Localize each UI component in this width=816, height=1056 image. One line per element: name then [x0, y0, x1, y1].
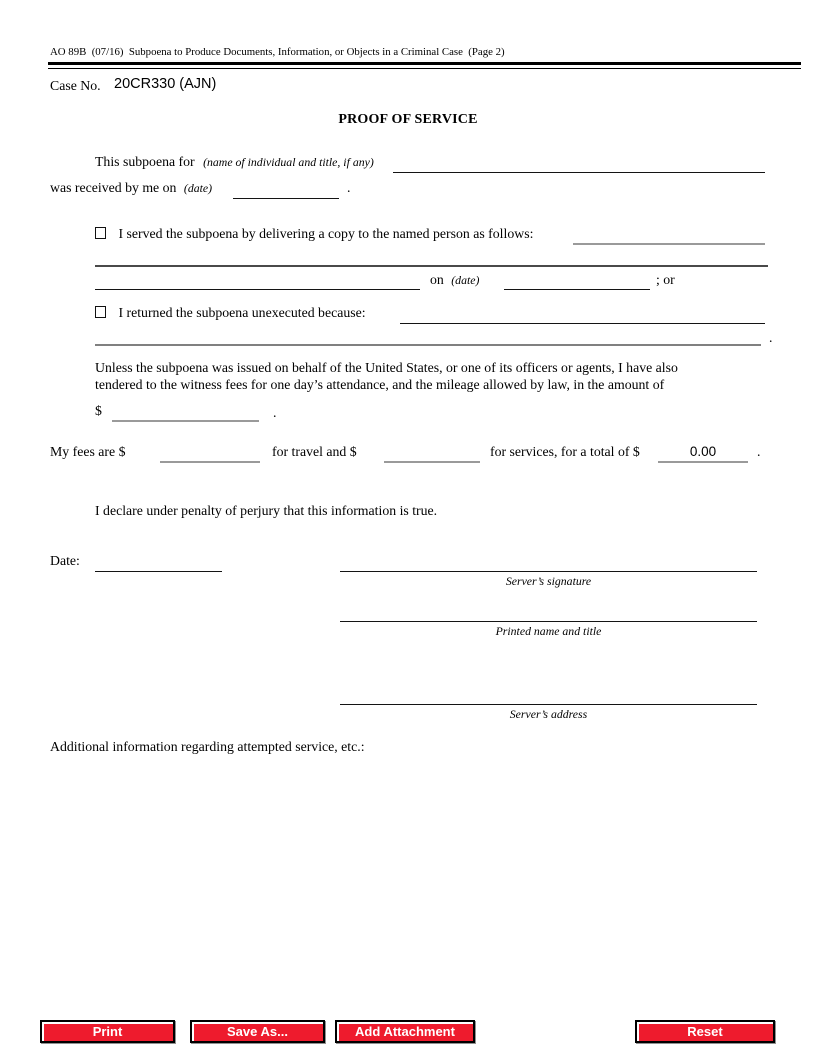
fees-label-3: for services, for a total of $ [490, 444, 640, 459]
subpoena-for-label: This subpoena for [95, 154, 195, 169]
travel-fees-field[interactable] [160, 446, 260, 463]
header-double-rule [48, 62, 801, 69]
printed-name-field[interactable] [340, 605, 757, 622]
served-option-label: I served the subpoena by delivering a copy to the named person as follows: [118, 226, 534, 241]
served-row [95, 226, 533, 242]
period: . [347, 180, 351, 195]
total-fees-field[interactable] [658, 444, 748, 463]
tender-paragraph-line2: tendered to the witness fees for one day’s attendance, and the mileage allowed by law, in the amount of [95, 376, 665, 392]
tender-dollar-sign: $ [95, 403, 102, 418]
declaration-text: I declare under penalty of perjury that this information is true. [95, 503, 438, 518]
received-date-field[interactable] [233, 182, 339, 199]
server-address-field[interactable] [340, 688, 757, 705]
period: . [273, 405, 277, 420]
unexecuted-checkbox[interactable] [95, 306, 106, 318]
served-on-label: on [430, 272, 444, 287]
served-person-field[interactable] [573, 228, 765, 245]
reset-button[interactable]: Reset [635, 1020, 775, 1043]
additional-info-field[interactable] [50, 763, 766, 1003]
printed-name-caption: Printed name and title [495, 624, 602, 638]
form-header: AO 89B (07/16) Subpoena to Produce Documents, Information, or Objects in a Criminal Case (Page 2) [50, 46, 505, 58]
print-button[interactable]: Print [40, 1020, 175, 1043]
server-signature-caption: Server’s signature [505, 574, 592, 588]
received-date-hint: (date) [183, 181, 213, 195]
served-checkbox[interactable] [95, 227, 106, 239]
fees-label-2: for travel and $ [272, 444, 357, 459]
add-attachment-button[interactable]: Add Attachment [335, 1020, 475, 1043]
served-on-date-hint: (date) [451, 273, 480, 287]
served-on-row [430, 272, 479, 288]
served-date-field[interactable] [504, 273, 650, 290]
unexecuted-option-label: I returned the subpoena unexecuted because: [118, 305, 366, 320]
services-fees-field[interactable] [384, 446, 480, 463]
date-field[interactable] [95, 555, 222, 572]
unexecuted-row [95, 305, 366, 321]
tender-paragraph-line1: Unless the subpoena was issued on behalf of the United States, or one of its officers or agents, I have also [95, 360, 678, 375]
server-address-caption: Server’s address [509, 707, 588, 721]
save-as-button[interactable]: Save As... [190, 1020, 325, 1043]
period: . [757, 444, 761, 459]
served-details-field-2[interactable] [95, 273, 420, 290]
received-date-label: was received by me on [50, 180, 177, 195]
case-number-value[interactable]: 20CR330 (AJN) [114, 76, 217, 92]
additional-info-label: Additional information regarding attempted service, etc.: [50, 739, 365, 754]
fees-label-1: My fees are $ [50, 444, 126, 459]
proof-of-service-title: PROOF OF SERVICE [338, 112, 478, 127]
server-signature-field[interactable] [340, 555, 757, 572]
tender-amount-field[interactable] [112, 405, 259, 422]
or-label: ; or [656, 272, 675, 287]
unexecuted-reason-field[interactable] [400, 307, 765, 324]
unexecuted-reason-field-2[interactable] [95, 329, 761, 346]
date-label: Date: [50, 553, 80, 568]
subpoena-for-row [95, 154, 374, 170]
case-number-label: Case No. [50, 78, 101, 93]
tender-paragraph [95, 360, 755, 393]
served-details-field[interactable] [95, 250, 768, 267]
total-fees-value: 0.00 [689, 444, 717, 459]
received-row [50, 180, 212, 196]
period: . [769, 330, 773, 345]
subpoena-for-field[interactable] [393, 156, 765, 173]
subpoena-for-hint: (name of individual and title, if any) [203, 155, 374, 169]
